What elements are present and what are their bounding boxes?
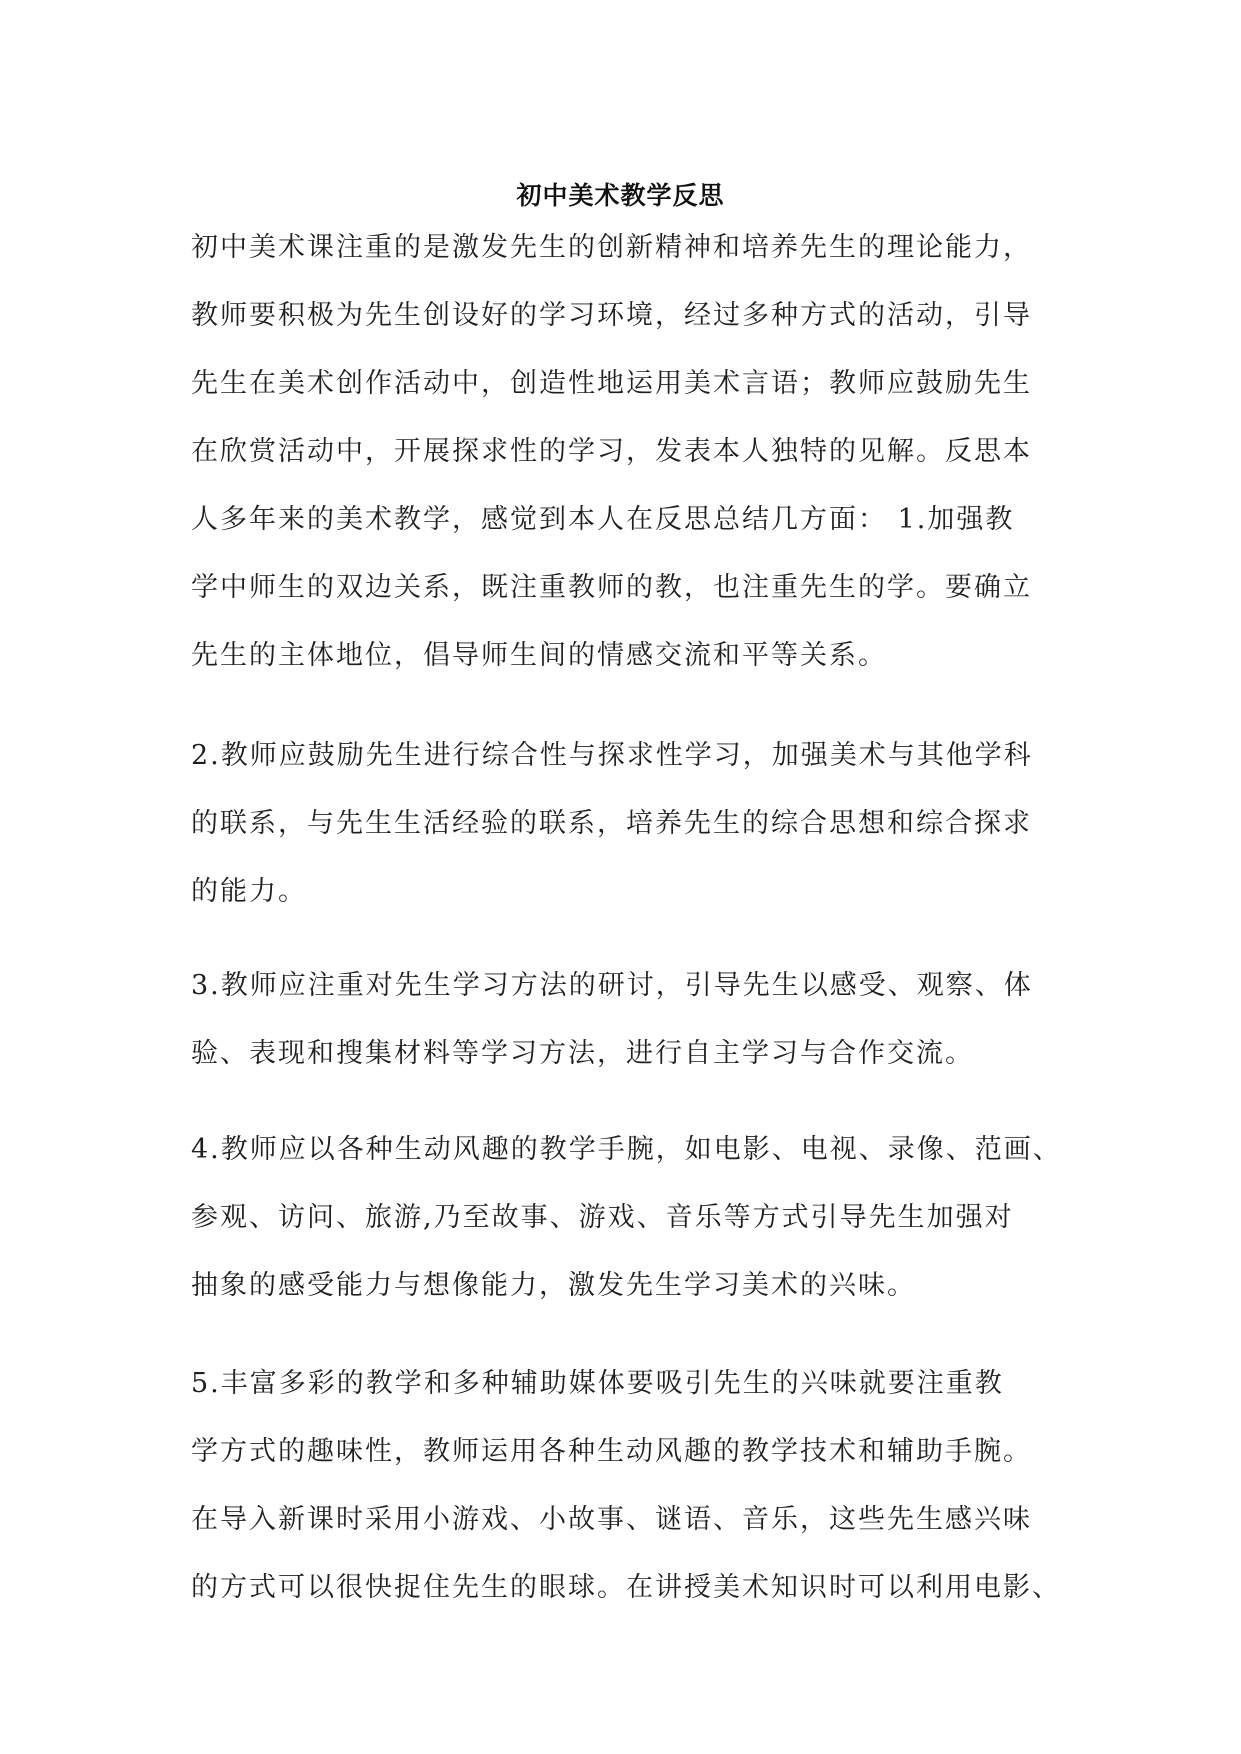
paragraph-5-line-4: 的方式可以很快捉住先生的眼球。在讲授美术知识时可以利用电影、 [191, 1572, 1061, 1603]
paragraph-5-line-2: 学方式的趣味性，教师运用各种生动风趣的教学技术和辅助手腕。 [191, 1436, 1032, 1467]
paragraph-5-line-1: 5.丰富多彩的教学和多种辅助媒体要吸引先生的兴味就要注重教 [191, 1368, 1004, 1399]
paragraph-2-line-3: 的能力。 [191, 876, 307, 907]
paragraph-3-line-2: 验、表现和搜集材料等学习方法，进行自主学习与合作交流。 [191, 1038, 974, 1069]
paragraph-1-line-5: 人多年来的美术教学，感觉到本人在反思总结几方面： 1.加强教 [191, 504, 1015, 535]
paragraph-2-line-1: 2.教师应鼓励先生进行综合性与探求性学习，加强美术与其他学科 [191, 740, 1033, 771]
paragraph-3-line-1: 3.教师应注重对先生学习方法的研讨，引导先生以感受、观察、体 [191, 970, 1033, 1001]
paragraph-4-line-2: 参观、访问、旅游,乃至故事、游戏、音乐等方式引导先生加强对 [191, 1202, 1014, 1233]
paragraph-4-line-3: 抽象的感受能力与想像能力，激发先生学习美术的兴味。 [191, 1270, 916, 1301]
paragraph-1-line-3: 先生在美术创作活动中，创造性地运用美术言语；教师应鼓励先生 [191, 368, 1032, 399]
paragraph-1-line-2: 教师要积极为先生创设好的学习环境，经过多种方式的活动，引导 [191, 300, 1032, 331]
paragraph-1-line-4: 在欣赏活动中，开展探求性的学习，发表本人独特的见解。反思本 [191, 436, 1032, 467]
paragraph-1-line-1: 初中美术课注重的是激发先生的创新精神和培养先生的理论能力， [191, 232, 1032, 263]
paragraph-1-line-7: 先生的主体地位，倡导师生间的情感交流和平等关系。 [191, 640, 887, 671]
paragraph-4-line-1: 4.教师应以各种生动风趣的教学手腕，如电影、电视、录像、范画、 [191, 1134, 1062, 1165]
paragraph-5-line-3: 在导入新课时采用小游戏、小故事、谜语、音乐，这些先生感兴味 [191, 1504, 1032, 1535]
paragraph-2-line-2: 的联系，与先生生活经验的联系，培养先生的综合思想和综合探求 [191, 808, 1032, 839]
document-title: 初中美术教学反思 [516, 181, 725, 210]
paragraph-1-line-6: 学中师生的双边关系，既注重教师的教，也注重先生的学。要确立 [191, 572, 1032, 603]
